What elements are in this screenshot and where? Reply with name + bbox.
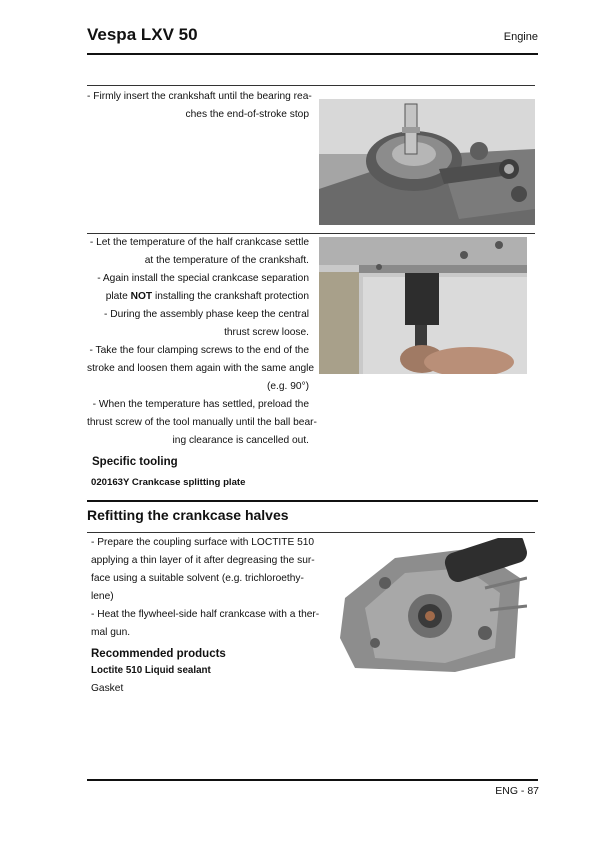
line-text: installing the crankshaft protection — [152, 291, 309, 302]
block2-line: - Let the temperature of the half crankcase settle — [89, 237, 309, 248]
block1-line: - Firmly insert the crankshaft until the bearing rea- — [87, 91, 312, 102]
block2-line: - Take the four clamping screws to the end of the — [89, 345, 309, 356]
block2-line — [87, 288, 309, 306]
document-title: Vespa LXV 50 — [87, 25, 198, 44]
section2-line: mal gun. — [91, 627, 131, 638]
crankcase-heating-photo — [335, 538, 527, 672]
block2-line: (e.g. 90°) — [266, 381, 309, 392]
block2-line: - When the temperature has settled, preload the — [92, 399, 309, 410]
page-number: ENG - 87 — [495, 785, 539, 797]
block2-text — [87, 234, 317, 450]
line-text: plate — [105, 291, 131, 302]
block2-line: at the temperature of the crankshaft. — [144, 255, 309, 266]
splitting-plate-photo — [319, 237, 527, 374]
block2-line: stroke and loosen them again with the same angle — [87, 363, 315, 374]
section2-line: lene) — [91, 591, 114, 602]
section-heading: Refitting the crankcase halves — [87, 507, 289, 523]
section2-line: applying a thin layer of it after degreasing the sur- — [91, 555, 315, 566]
tooling-item: 020163Y Crankcase splitting plate — [91, 477, 246, 488]
emphasis-not: NOT — [130, 291, 153, 302]
block1-rule — [87, 85, 535, 86]
block2-line: - Again install the special crankcase separation — [97, 273, 309, 284]
products-heading: Recommended products — [91, 648, 226, 660]
block2-line: thrust screw of the tool manually until the ball bear- — [87, 417, 317, 428]
block1-text — [87, 88, 312, 124]
section2-text — [91, 534, 320, 642]
product-name: Loctite 510 Liquid sealant — [91, 665, 211, 676]
section-label: Engine — [503, 31, 538, 43]
section2-line: - Heat the flywheel-side half crankcase with a ther- — [91, 609, 320, 620]
footer-rule — [87, 779, 538, 781]
product-description: Gasket — [91, 683, 124, 694]
block1-line: ches the end-of-stroke stop — [185, 109, 309, 120]
section2-rule — [87, 532, 535, 533]
tooling-heading: Specific tooling — [92, 456, 178, 468]
header-rule — [87, 53, 538, 55]
block2-line: thrust screw loose. — [224, 327, 309, 338]
section2-line: - Prepare the coupling surface with LOCTITE 510 — [91, 537, 315, 548]
section2-line: face using a suitable solvent (e.g. trichloroethy- — [91, 573, 304, 584]
section2-top-rule — [87, 500, 538, 502]
block2-line: - During the assembly phase keep the central — [104, 309, 309, 320]
block2-line: ing clearance is cancelled out. — [172, 435, 309, 446]
crankshaft-insertion-photo — [319, 99, 535, 225]
